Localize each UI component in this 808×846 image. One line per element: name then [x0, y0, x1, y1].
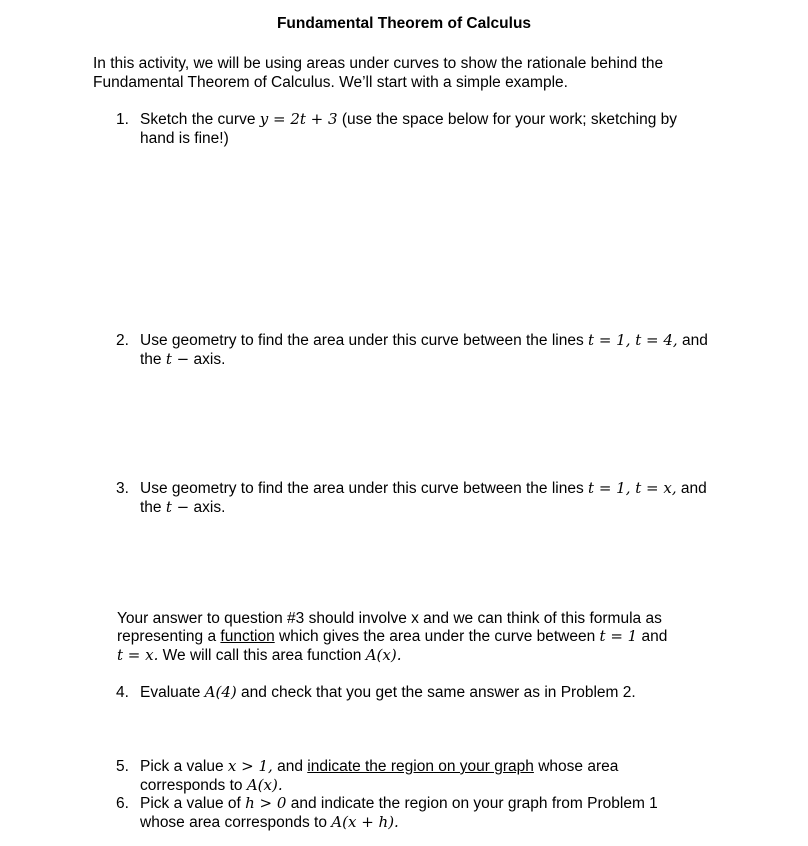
- q6-text-post: and indicate the region on your graph from Problem 1: [286, 795, 658, 812]
- q4-number: 4.: [116, 684, 129, 701]
- q4-math: A(4): [204, 683, 237, 701]
- q3-text-pre: Use geometry to find the area under this curve between the lines: [140, 480, 589, 497]
- q3-l2-post: axis.: [189, 499, 226, 516]
- para-l3-mid: We will call this area function: [158, 647, 366, 664]
- q2-line-1: [140, 331, 708, 350]
- intro-line-1: In this activity, we will be using areas under curves to show the rationale behind the: [93, 55, 664, 72]
- q3-l2-pre: the: [140, 499, 166, 516]
- q1-number: 1.: [116, 111, 129, 128]
- q2-text-pre: Use geometry to find the area under this curve between the lines: [140, 332, 589, 349]
- para-line-2: [117, 627, 667, 646]
- q6-text-pre: Pick a value of: [140, 795, 246, 812]
- q3-l2-math: t −: [165, 498, 190, 516]
- indicate-region-link[interactable]: indicate the region on your graph: [307, 758, 534, 775]
- q1-math: y = 2t + 3: [259, 110, 338, 128]
- q6-l2-math: A(x + h).: [331, 813, 399, 831]
- para-l2-mid: which gives the area under the curve between: [274, 628, 600, 645]
- q6-line-1: [140, 794, 658, 813]
- para-l2-pre: representing a: [117, 628, 221, 645]
- para-line-3: [117, 646, 401, 665]
- q5-line-1: [140, 757, 618, 776]
- q1-text-post: (use the space below for your work; sketching by: [337, 111, 678, 128]
- q2-math: t = 1, t = 4,: [588, 331, 678, 349]
- q4-text-post: and check that you get the same answer as in Problem 2.: [236, 684, 636, 701]
- q5-line-2: [140, 776, 283, 795]
- para-l2-math: t = 1: [599, 627, 638, 645]
- q5-text-pre: Pick a value: [140, 758, 228, 775]
- q6-l2-pre: whose area corresponds to: [140, 814, 332, 831]
- q5-l2-pre: corresponds to: [140, 777, 247, 794]
- para-line-1: Your answer to question #3 should involve x and we can think of this formula as: [117, 610, 662, 627]
- q3-math: t = 1, t = x,: [588, 479, 677, 497]
- q5-text-post: whose area: [533, 758, 619, 775]
- q2-l2-math: t −: [165, 350, 190, 368]
- q5-math: x > 1,: [227, 757, 273, 775]
- q6-line-2: [140, 813, 399, 832]
- q6-math: h > 0: [245, 794, 287, 812]
- q6-number: 6.: [116, 795, 129, 812]
- intro-line-2: Fundamental Theorem of Calculus. We’ll start with a simple example.: [93, 74, 568, 91]
- q3-line-1: [140, 479, 707, 498]
- q1-line-2: hand is fine!): [140, 130, 229, 147]
- q2-l2-pre: the: [140, 351, 166, 368]
- function-link[interactable]: function: [220, 628, 275, 645]
- page-title: Fundamental Theorem of Calculus: [276, 15, 532, 32]
- para-l2-post: and: [637, 628, 668, 645]
- q5-number: 5.: [116, 758, 129, 775]
- q3-text-post: and: [676, 480, 707, 497]
- para-l3-math2: A(x).: [365, 646, 402, 664]
- q3-line-2: [140, 498, 225, 517]
- q1-text-pre: Sketch the curve: [140, 111, 260, 128]
- q2-l2-post: axis.: [189, 351, 226, 368]
- q5-text-mid: and: [272, 758, 308, 775]
- q5-l2-math: A(x).: [246, 776, 283, 794]
- q4-line-1: [140, 683, 636, 702]
- para-l3-math: t = x.: [117, 646, 159, 664]
- q2-text-post: and: [677, 332, 708, 349]
- q1-line-1: [140, 110, 677, 129]
- q2-number: 2.: [116, 332, 129, 349]
- q3-number: 3.: [116, 480, 129, 497]
- q4-text-pre: Evaluate: [140, 684, 205, 701]
- q2-line-2: [140, 350, 225, 369]
